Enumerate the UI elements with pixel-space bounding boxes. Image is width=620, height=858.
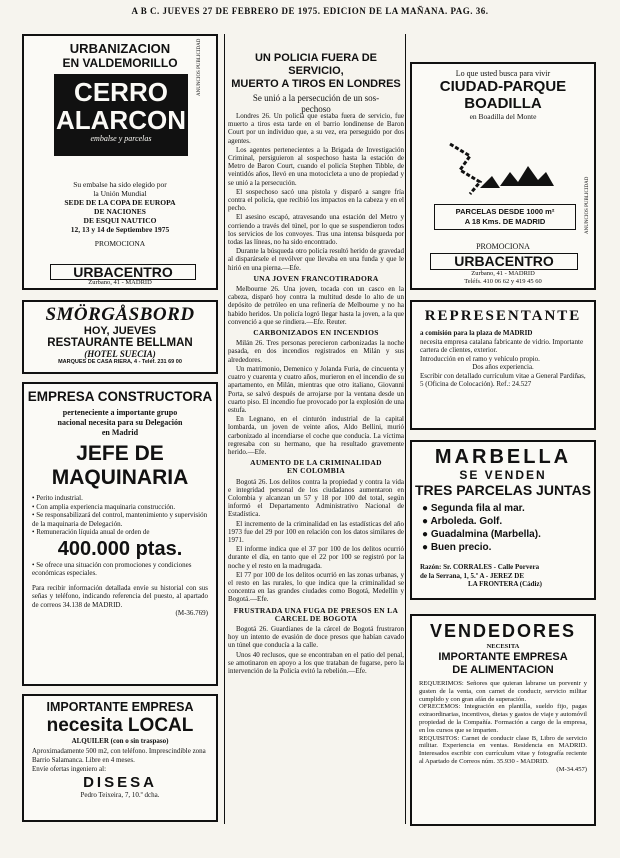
ad-marbella-title: MARBELLA: [434, 446, 572, 468]
ad-marbella-b2: Arboleda. Golf.: [430, 516, 503, 527]
ad-local-title2: necesita LOCAL: [46, 715, 194, 736]
ad-cerro-alarcon: [22, 34, 218, 290]
ad-marbella-contact: [420, 563, 590, 589]
ad-cerro-l4: DE NACIONES: [94, 207, 146, 216]
ad-cerro-l1: Su embalse ha sido elegido por: [73, 180, 167, 189]
ad-marbella: [410, 440, 596, 600]
ad-vendedores-ref: (M-34.457): [556, 765, 587, 773]
article-p8: Un matrimonio, Demenico y Jolanda Furia, de cincuenta y cuatro y cuarenta y cuatro años, murieron en el incendio de su apartamento, en Milán, mientras que otro italiano, Giovanni Porta, se salvó después de arrojarse por la ventana desde un cuarto piso. El incendio fue provocado por la explosión de una estufa.: [228, 364, 404, 414]
ad-cerro-brand: [50, 264, 196, 280]
ad-boadilla-addr2: Teléfs. 410 06 62 y 419 45 60: [464, 277, 542, 285]
ad-smorgas-l2: RESTAURANTE BELLMAN: [47, 337, 193, 349]
ad-cerro-l2: la Unión Mundial: [93, 189, 147, 198]
article-headline1: UN POLICIA FUERA DE SERVICIO,: [254, 52, 378, 77]
article-h2: UNA JOVEN FRANCOTIRADORA: [253, 273, 379, 283]
ad-empresa-reqs: [32, 494, 208, 537]
ad-empresa-r1: • Perito industrial.: [32, 494, 83, 502]
ad-empresa-constructora: [22, 382, 218, 686]
ad-cerro-l6: 12, 13 y 14 de Septiembre 1975: [70, 225, 170, 234]
article-p12: El informe indica que el 37 por 100 de los delitos ocurrió durante el día, en tanto que el 22 por 100 se registró por la noche y el resto en la madrugada.: [228, 545, 404, 570]
article-headline2: MUERTO A TIROS EN LONDRES: [231, 78, 401, 90]
ad-representante-l1: a comisión para la plaza de MADRID: [420, 329, 533, 337]
ad-boadilla-addr1: Zurbano, 41 - MADRID: [471, 270, 535, 277]
ad-marbella-b4: Buen precio.: [430, 542, 492, 553]
ad-empresa-intro: [24, 408, 216, 438]
ad-empresa-r4: • Remuneración líquida anual de orden de: [32, 528, 150, 536]
ad-empresa-intro1: perteneciente a importante grupo: [62, 408, 178, 417]
ad-empresa-intro3: en Madrid: [101, 428, 139, 437]
ad-marbella-contact2: de la Serrana, 1, 5.º A - JEREZ DE: [420, 571, 525, 580]
ad-empresa-r5: • Se ofrece una situación con promociones y condiciones económicas especiales.: [32, 560, 192, 577]
article-h5a: FRUSTRADA UNA FUGA DE PRESOS EN LA: [233, 605, 399, 615]
ad-representante-title: REPRESENTANTE: [424, 308, 582, 324]
ad-cerro-logo-block: [54, 74, 188, 156]
ad-representante-text: [420, 329, 586, 389]
ad-marbella-item: ● Buen precio.: [422, 542, 492, 553]
ad-marbella-b1: Segunda fila al mar.: [430, 503, 525, 514]
ad-representante-l2: necesita empresa catalana fabricante de vidrio. Importante cartera de clientes, exterior.: [420, 337, 584, 354]
ad-local-addr: Pedro Teixeira, 7, 10.º dcha.: [80, 790, 160, 799]
article-p14: Bogotá 26. Guardianes de la cárcel de Bogotá frustraron hoy un intento de evasión de doce presos que habían cavado un túnel que conducía a la calle.: [228, 624, 404, 650]
article-p5: Durante la búsqueda otro policía resultó herido de gravedad al disparársele el revólver que llevaba en una funda y que le hirió en una pierna.—Efe.: [228, 247, 404, 272]
ad-cerro-side-note: ANUNCIOS PUBLICIDAD: [197, 38, 202, 96]
ad-representante-l3: Introducción en el ramo y vehículo propio.: [420, 354, 540, 363]
article-p7: Milán 26. Tres personas perecieron carbonizadas la noche pasada, en dos incendios registrados en Milán y sus alrededores.: [228, 339, 404, 364]
ad-smorgas-l4: MARQUES DE CASA RIERA, 4 - Teléf. 231 69 00: [58, 359, 182, 365]
ad-boadilla-address: [412, 270, 594, 285]
ad-vendedores-l1: NECESITA: [486, 643, 520, 650]
ad-boadilla-l1: Lo que usted busca para vivir: [455, 69, 551, 78]
ad-boadilla-title2: BOADILLA: [464, 95, 542, 112]
article-h5b: CARCEL DE BOGOTA: [274, 613, 358, 623]
ad-boadilla: [410, 62, 596, 290]
ad-marbella-contact1: Razón: Sr. CORRALES - Calle Porvera: [420, 563, 540, 571]
ad-empresa-job2: MAQUINARIA: [51, 466, 189, 489]
ad-local-l2: Envíe ofertas ingeniero al:: [32, 765, 107, 773]
ad-cerro-l3: SEDE DE LA COPA DE EUROPA: [64, 198, 176, 207]
ad-smorgas-title: SMÖRGÅSBORD: [45, 304, 195, 325]
ad-cerro-logo1: CERRO: [74, 77, 168, 107]
ad-marbella-contact3: LA FRONTERA (Cádiz): [468, 580, 542, 588]
ad-marbella-item: ● Guadalmina (Marbella).: [422, 529, 541, 540]
ad-marbella-b3: Guadalmina (Marbella).: [430, 529, 541, 540]
ad-boadilla-brand: URBACENTRO: [430, 253, 578, 270]
ad-smorgas-l1: HOY, JUEVES: [83, 325, 157, 337]
article-body: [228, 112, 404, 826]
ad-vendedores-body: [419, 680, 587, 774]
article-p2: Los agentes pertenecientes a la Brigada de Investigación Criminal, persiguieron al sospechoso hasta la estación de Metro de Baron Court, cuando el policía Stephen Tibble, de veintidós años, llevó en una motocicleta a uno de propiedad y se unió a la persecución.: [228, 145, 404, 187]
ad-smorgasbord: [22, 300, 218, 374]
article-p3: El sospechoso sacó una pistola y disparó a sangre fría contra el policía, que recibió los impactos en la cabeza y en el pecho.: [228, 187, 404, 213]
ad-vendedores-off: OFRECEMOS: Integración en plantilla, sueldo fijo, pagas extraordinarias, incentivos, dietas y gastos de viaje y automóvil propiedad de la Compañía. Formación a cargo de la empresa, en los cursos que se imparten.: [419, 703, 587, 734]
ad-vendedores-title: VENDEDORES: [429, 621, 577, 641]
article-p1: Londres 26. Un policía que estaba fuera de servicio, fue muerto a tiros esta tarde en el barrio londinense de Baron Court por un individuo que, a su vez, era perseguido por dos agentes.: [228, 112, 404, 145]
ad-boadilla-promo: PROMOCIONA: [476, 242, 530, 251]
ad-representante-l4: Dos años experiencia.: [472, 363, 534, 371]
column-rule-right: [405, 34, 406, 824]
article-p10: Bogotá 26. Los delitos contra la propiedad y contra la vida e integridad personal de los ciudadanos aumentaron en Colombia y alcanzan un 57 y 18 por 100 del total, según informó el Departamento Administrativo Nacional de Estadística.: [228, 477, 404, 519]
page-header: A B C. JUEVES 27 DE FEBRERO DE 1975. EDICION DE LA MAÑANA. PAG. 36.: [131, 6, 489, 16]
ad-empresa-ref: (M-36.769): [175, 609, 208, 617]
ad-empresa-intro2: nacional necesita para su Delegación: [57, 418, 183, 427]
ad-representante-l5: Escribir con detallado currículum vitae a General Pardiñas, 5 (Oficina de Colocación). Ref.: 24.527: [420, 371, 586, 388]
ad-empresa-footer: Para recibir información detallada envíe su historial con sus señas y teléfono, indicando referencia del puesto, al apartado de correos 34.138 de MADRID.: [32, 583, 208, 609]
ad-empresa-r2: • Con amplia experiencia maquinaria construcción.: [32, 502, 176, 511]
ad-cerro-addr1: Zurbano, 41 - MADRID: [88, 279, 152, 286]
ad-cerro-address: [26, 279, 214, 287]
ad-boadilla-landscape: [440, 136, 560, 198]
ad-empresa-title: EMPRESA CONSTRUCTORA: [27, 389, 213, 404]
ad-boadilla-plots2: A 18 Kms. DE MADRID: [464, 217, 546, 226]
article-p15: Unos 40 reclusos, que se encontraban en el patio del penal, se amotinaron en apoyo a los que trataban de fugarse, pero la intervención de la Policía evitó la rebelión.—Efe.: [228, 650, 404, 675]
ad-cerro-promo: PROMOCIONA: [94, 239, 146, 248]
ad-boadilla-l2: en Boadilla del Monte: [469, 112, 537, 121]
ad-smorgas-l3: (HOTEL SUECIA): [84, 349, 156, 359]
ad-cerro-brand-text: URBACENTRO: [73, 264, 173, 280]
article-p6: Melbourne 26. Una joven, tocada con un casco en la cabeza, disparó hoy contra la multitud desde lo alto de un depósito de petróleo en una refinería de Melbourne y no ha habido heridos. Un policía logró llegar hasta la joven, a la que convenció a que se rindiera.—Efe. Reuter.: [228, 285, 404, 326]
ad-boadilla-title1: CIUDAD-PARQUE: [439, 78, 567, 95]
ad-boadilla-side-note: ANUNCIOS PUBLICIDAD: [585, 176, 590, 234]
article-h3: CARBONIZADOS EN INCENDIOS: [253, 328, 379, 338]
ad-marbella-head: TRES PARCELAS JUNTAS: [414, 482, 592, 498]
ad-boadilla-plots1: PARCELAS DESDE 1000 m²: [455, 207, 555, 216]
ad-cerro-logo2: ALARCON: [56, 105, 186, 135]
article-h4b: EN COLOMBIA: [286, 466, 346, 476]
ad-local-l1: Aproximadamente 500 m2, con teléfono. Imprescindible zona Barrio Salamanca. Libre en 4 meses.: [32, 747, 206, 764]
column-rule-left: [224, 34, 225, 824]
ad-empresa-r3: • Se responsabilizará del control, mantenimiento y supervisión de la maquinaria de Delegación.: [32, 511, 208, 528]
ad-cerro-logo-sub: embalse y parcelas: [90, 134, 152, 143]
ad-local: [22, 694, 218, 822]
article-p13: El 77 por 100 de los delitos ocurrió en las zonas urbanas, y el resto en las rurales, lo que indica que la criminalidad se concentra en las grandes ciudades como Bogotá, Medellín y Bogotá.—Efe.: [228, 570, 404, 604]
ad-boadilla-plots: [434, 204, 576, 230]
ad-cerro-details: [26, 180, 214, 248]
ad-local-title1: IMPORTANTE EMPRESA: [46, 700, 194, 714]
ad-vendedores-req: REQUERIMOS: Señores que quieran labrarse un porvenir y gusten de la venta, con carnet de conducir, servicio militar cumplido y con gran afán de superación.: [419, 680, 587, 703]
ad-cerro-l5: DE ESQUI NAUTICO: [83, 216, 157, 225]
article-p11: El incremento de la criminalidad en las estadísticas del año 1973 fue del 29 por 100 en relación con los datos similares de 1971.: [228, 519, 404, 544]
article-deck1: Se unió a la persecución de un sos-: [252, 93, 380, 103]
ad-representante: [410, 300, 596, 430]
ad-marbella-sub: SE VENDEN: [459, 468, 547, 482]
article-h4a: AUMENTO DE LA CRIMINALIDAD: [250, 458, 382, 468]
article-headline: [228, 52, 404, 115]
ad-vendedores-l2: IMPORTANTE EMPRESA: [438, 651, 568, 663]
ad-vendedores-l3: DE ALIMENTACION: [452, 664, 554, 676]
article-p9: En Legnano, en el cinturón industrial de la capital lombarda, un joven de veinte años, Aldo Bellini, murió carbonizado al incendiarse el coche que conducía. La víctima regresaba con su hermano, que ha resultado gravemente herido.—Efe.: [228, 415, 404, 456]
article-p4: El asesino escapó, atravesando una estación del Metro y corriendo a través del túnel, por lo que se suspendieron todos los servicios de los convoyes. Tras una intensa búsqueda por todas las líneas, no ha sido encontrado.: [228, 213, 404, 247]
ad-vendedores: [410, 614, 596, 826]
ad-local-sub: ALQUILER (con o sin traspaso): [71, 737, 169, 745]
ad-local-brand: DISESA: [83, 773, 157, 791]
ad-cerro-title1: URBANIZACION: [69, 41, 171, 56]
ad-vendedores-req2: REQUISITOS: Carnet de conducir clase B, Libro de servicio militar. Experiencia en ventas. Residencia en MADRID. Interesados escribir con currículum vitae y fotografía reciente al Apartado de Correos núm. 35.930 - MADRID.: [419, 734, 587, 765]
ad-cerro-title2: EN VALDEMORILLO: [62, 56, 178, 70]
ad-empresa-job1: JEFE DE: [76, 442, 164, 465]
ad-marbella-item: ● Segunda fila al mar.: [422, 503, 525, 514]
article-deck2: pechoso: [301, 104, 331, 114]
ad-marbella-list: [422, 502, 592, 554]
ad-marbella-item: ● Arboleda. Golf.: [422, 516, 503, 527]
ad-empresa-salary: 400.000 ptas.: [57, 537, 183, 560]
